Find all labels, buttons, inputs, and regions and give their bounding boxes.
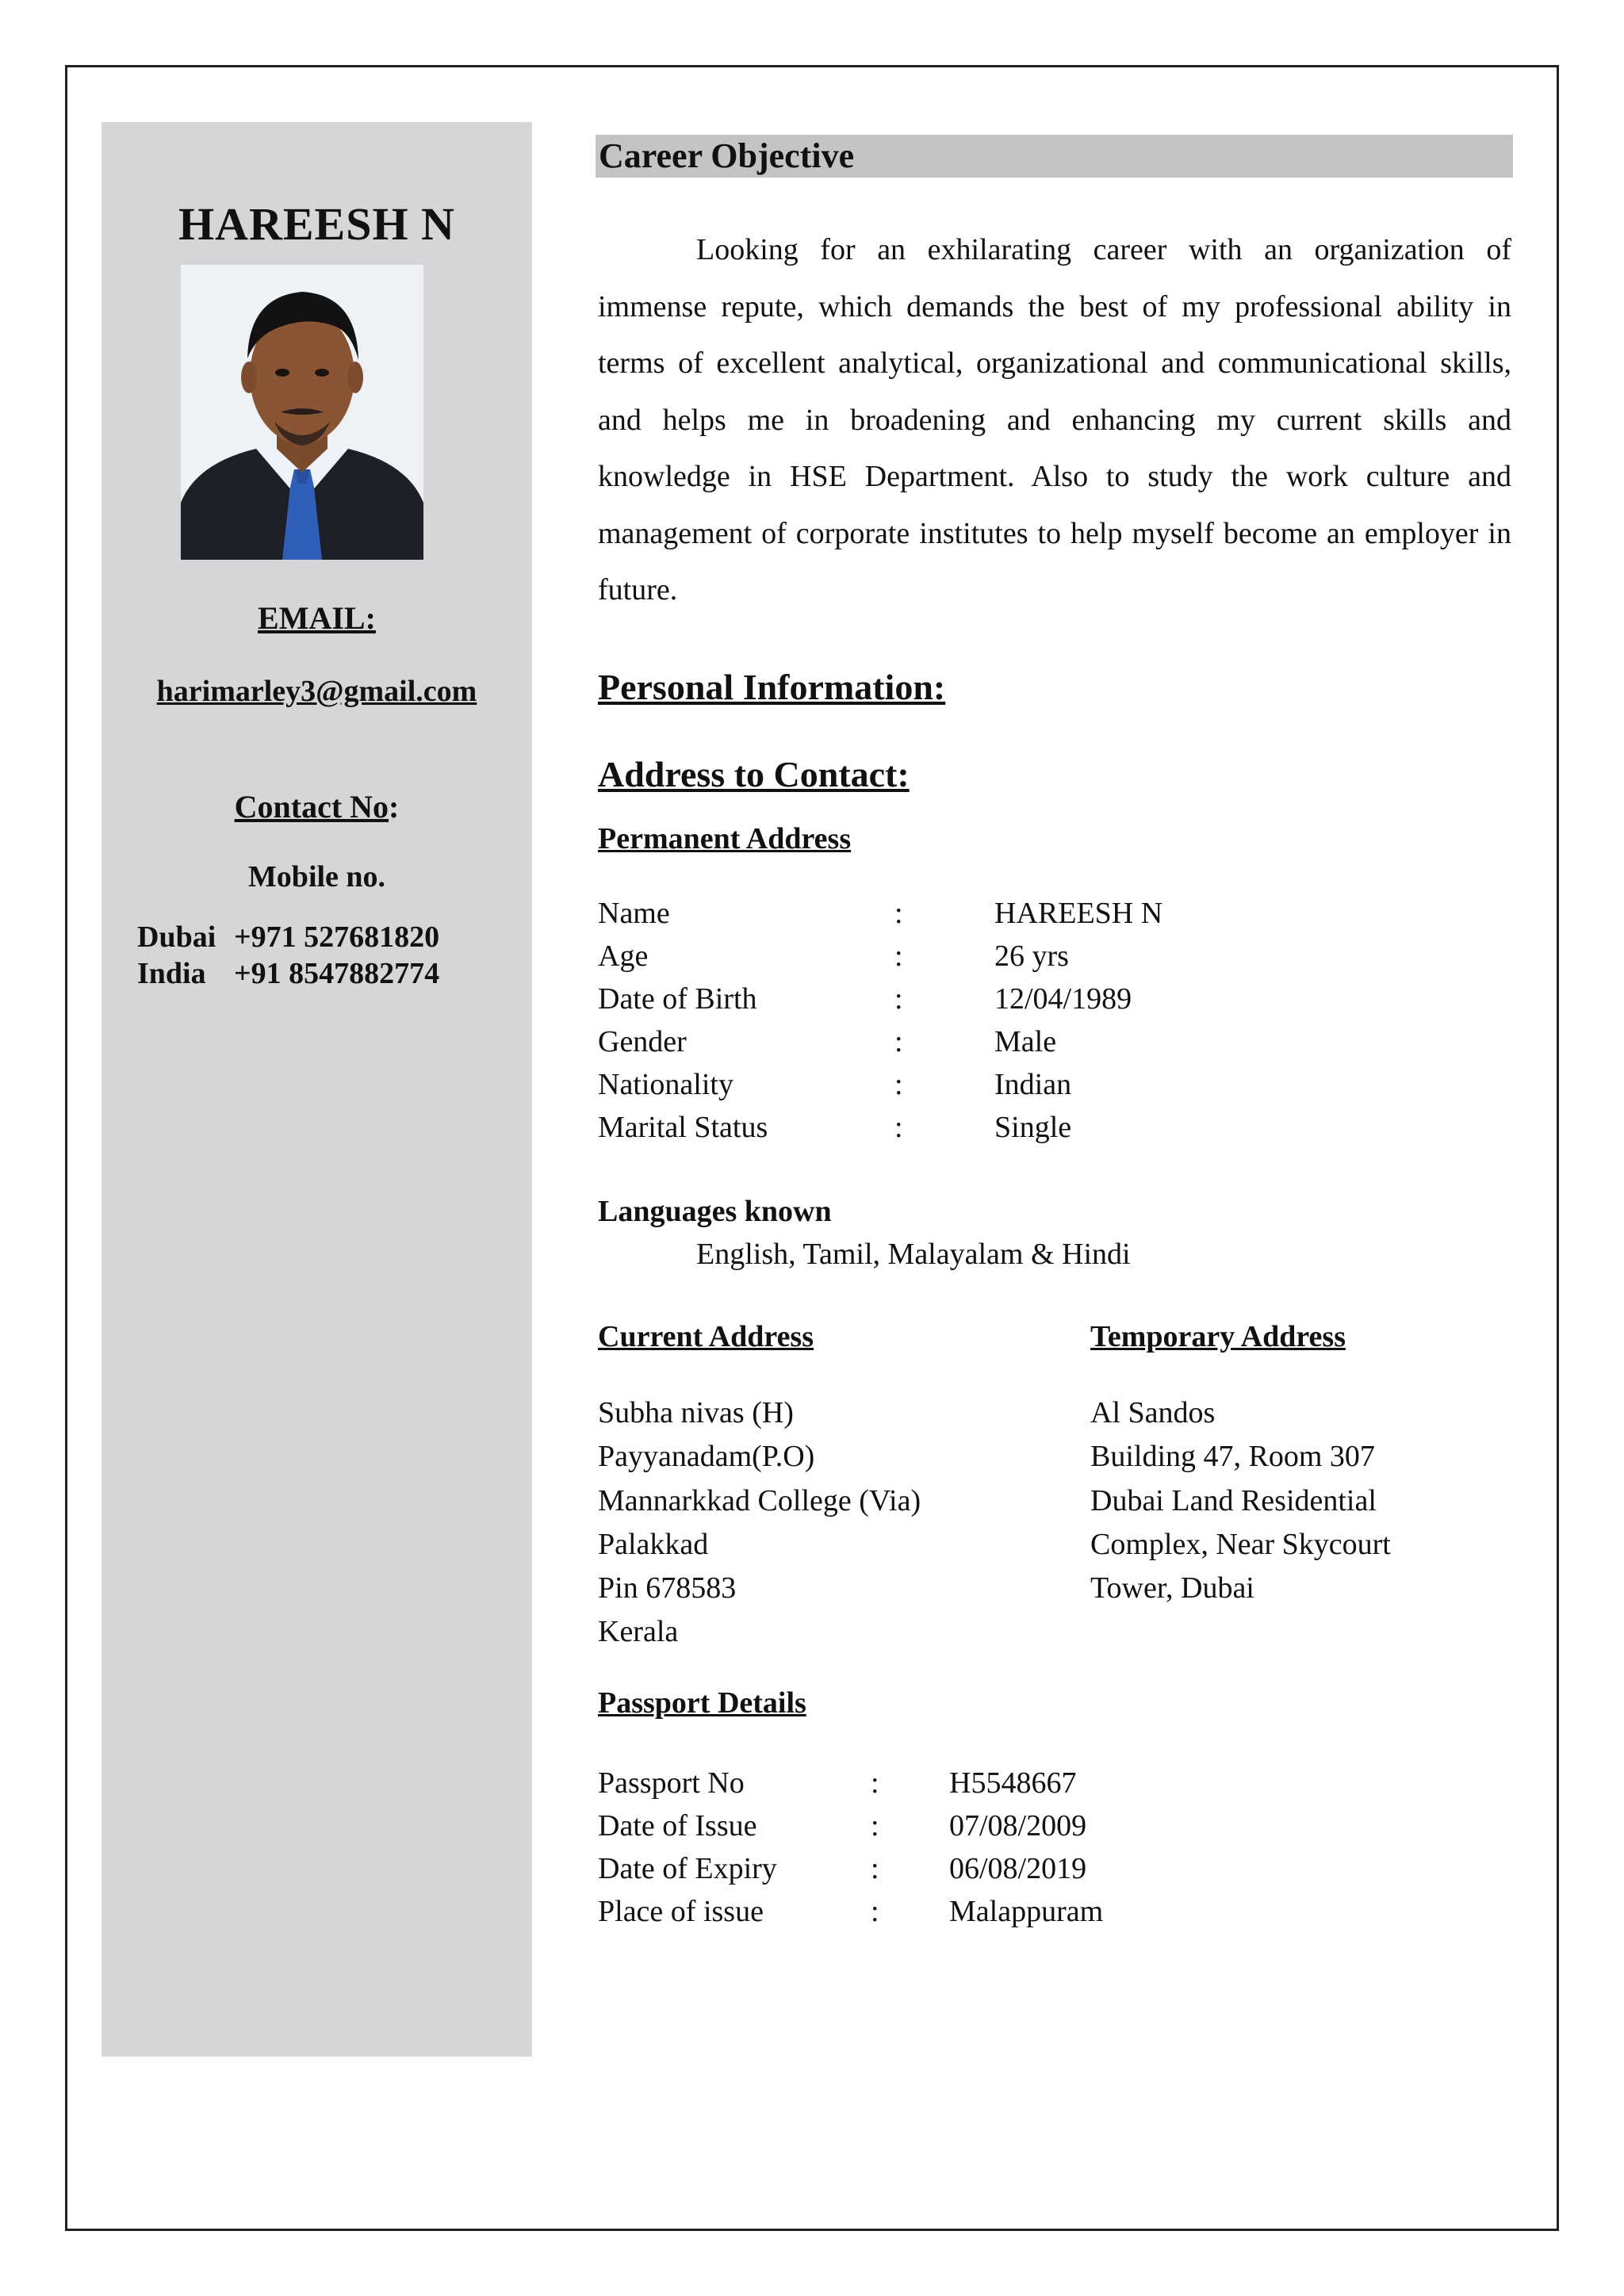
field-separator: : [871, 1766, 879, 1800]
current-address-line: Payyanadam(P.O) [598, 1440, 815, 1473]
address-to-contact-heading: Address to Contact: [598, 754, 910, 794]
candidate-name: HAREESH N [178, 198, 455, 250]
field-value: HAREESH N [994, 897, 1163, 930]
mobile-label: Mobile no. [247, 860, 386, 894]
temporary-address-line: Complex, Near Skycourt [1090, 1528, 1391, 1561]
field-label: Nationality [598, 1068, 733, 1101]
field-separator: : [894, 897, 903, 930]
email-address[interactable]: harimarley3@gmail.com [156, 675, 477, 708]
passport-details-heading: Passport Details [598, 1686, 806, 1720]
field-value: 12/04/1989 [994, 982, 1132, 1016]
field-label: Date of Expiry [598, 1852, 777, 1885]
contact-heading [102, 788, 532, 825]
current-address-heading: Current Address [598, 1320, 814, 1353]
phone-number[interactable]: +971 527681820 [234, 920, 440, 954]
field-label: Age [598, 939, 649, 973]
contact-heading-colon: : [389, 789, 400, 825]
current-address-line: Mannarkkad College (Via) [598, 1484, 921, 1517]
field-value: Single [994, 1111, 1072, 1144]
field-label: Marital Status [598, 1111, 768, 1144]
current-address-line: Subha nivas (H) [598, 1396, 794, 1429]
field-separator: : [871, 1852, 879, 1885]
field-separator: : [894, 1068, 903, 1101]
field-separator: : [894, 982, 903, 1016]
field-value: Indian [994, 1068, 1072, 1101]
field-label: Gender [598, 1025, 687, 1058]
field-label: Place of issue [598, 1895, 764, 1928]
career-objective-text: Looking for an exhilarating career with an organization of immense repute, which demands the best of my professional ability in terms of excellent analytical, organizational and communicational skills, and helps me in broadening and enhancing my current skills and knowledge in HSE Department. Also to study the work culture and management of corporate institutes to help myself become an employer in future. [598, 233, 1511, 607]
current-address-line: Pin 678583 [598, 1571, 737, 1605]
field-label: Date of Birth [598, 982, 757, 1016]
field-separator: : [871, 1895, 879, 1928]
contact-heading-label: Contact No [234, 789, 389, 825]
field-value: 06/08/2019 [949, 1852, 1087, 1885]
phone-place: India [137, 957, 206, 990]
languages-value: English, Tamil, Malayalam & Hindi [696, 1238, 1131, 1271]
temporary-address-heading: Temporary Address [1090, 1320, 1346, 1353]
field-separator: : [894, 1111, 903, 1144]
field-value: H5548667 [949, 1766, 1077, 1800]
field-value: Male [994, 1025, 1057, 1058]
career-objective-heading: Career Objective [596, 135, 1513, 178]
field-value: 07/08/2009 [949, 1809, 1087, 1843]
temporary-address-line: Tower, Dubai [1090, 1571, 1254, 1605]
sidebar [102, 122, 532, 2057]
email-heading: EMAIL: [258, 600, 376, 636]
temporary-address-line: Building 47, Room 307 [1090, 1440, 1375, 1473]
field-label: Name [598, 897, 670, 930]
field-value: Malappuram [949, 1895, 1104, 1928]
current-address-line: Kerala [598, 1615, 679, 1648]
current-address-line: Palakkad [598, 1528, 709, 1561]
field-separator: : [894, 1025, 903, 1058]
languages-label: Languages known [598, 1195, 832, 1228]
temporary-address-line: Dubai Land Residential [1090, 1484, 1377, 1517]
profile-photo [181, 265, 423, 560]
phone-place: Dubai [137, 920, 216, 954]
field-separator: : [871, 1809, 879, 1843]
field-value: 26 yrs [994, 939, 1069, 973]
phone-number[interactable]: +91 8547882774 [234, 957, 440, 990]
field-separator: : [894, 939, 903, 973]
personal-info-heading: Personal Information: [598, 667, 946, 707]
permanent-address-heading: Permanent Address [598, 822, 852, 855]
field-label: Passport No [598, 1766, 745, 1800]
phone-row-dubai [137, 920, 439, 955]
temporary-address-line: Al Sandos [1090, 1396, 1216, 1429]
phone-row-india [137, 956, 439, 991]
field-label: Date of Issue [598, 1809, 757, 1843]
